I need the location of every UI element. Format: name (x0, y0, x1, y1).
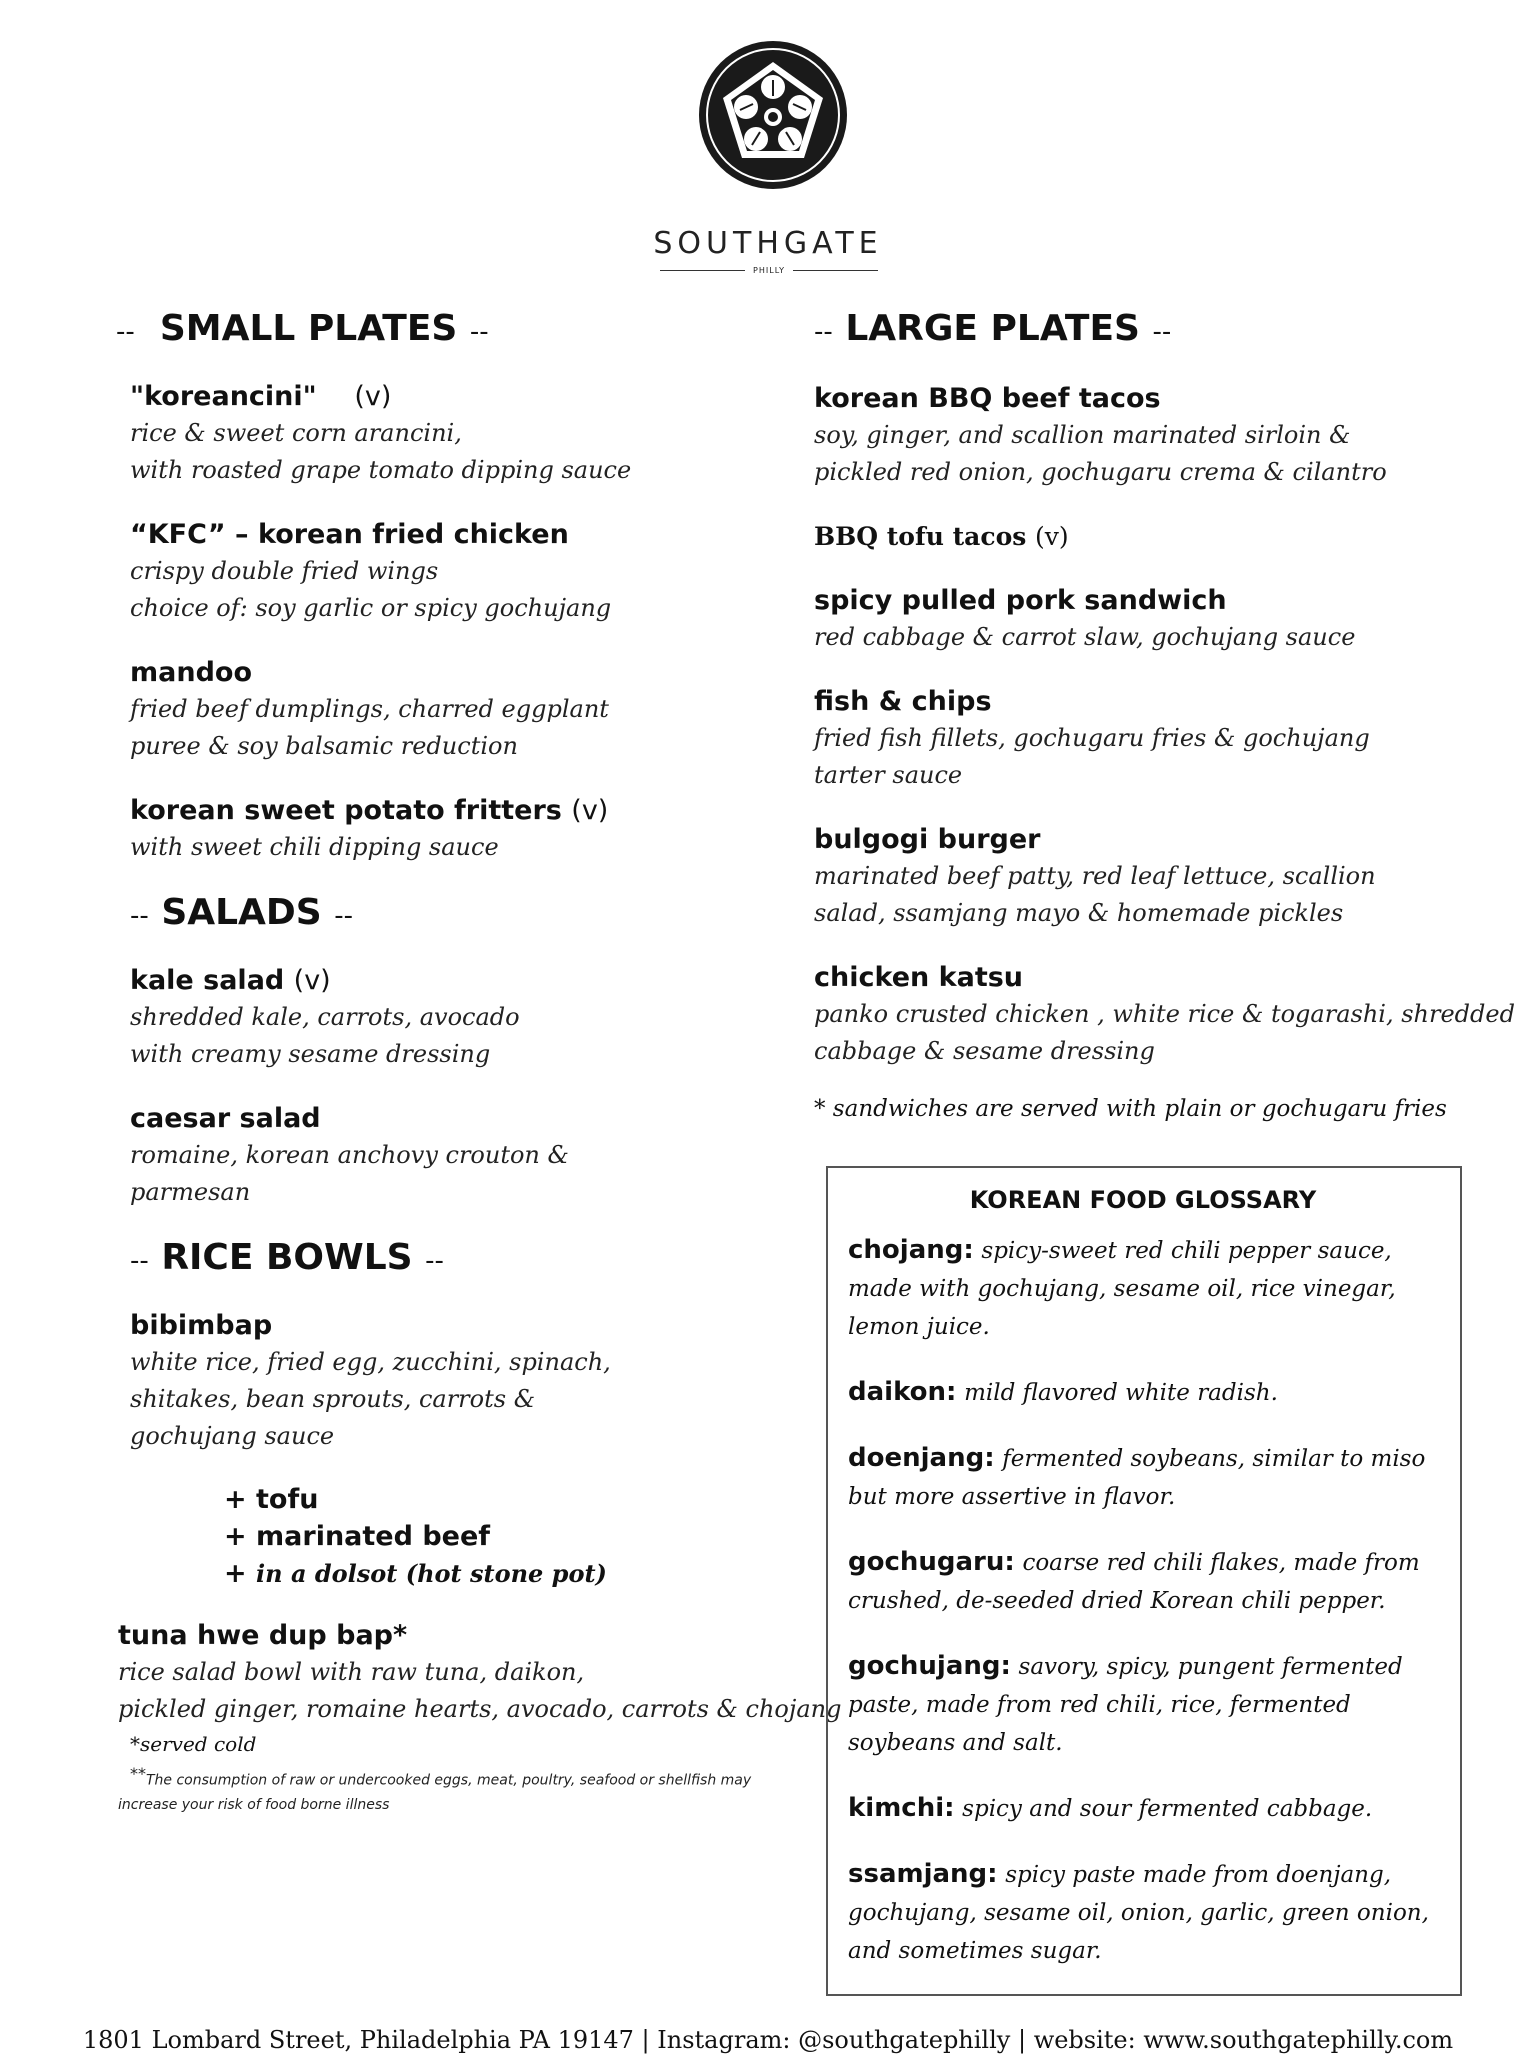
glossary-def: fermented soybeans, similar to miso but more assertive in flavor. (848, 1446, 1426, 1510)
glossary-def: spicy paste made from doenjang, gochujang, sesame oil, onion, garlic, green onion, and sometimes sugar. (848, 1862, 1429, 1964)
item-desc: shitakes, bean sprouts, carrots & (130, 1385, 536, 1413)
item-desc: with creamy sesame dressing (130, 1040, 491, 1068)
item-name: "koreancini" (130, 381, 317, 412)
item-name: chicken katsu (814, 962, 1024, 993)
item-name: bibimbap (130, 1310, 273, 1341)
item-desc: gochujang sauce (130, 1422, 335, 1450)
item-desc: puree & soy balsamic reduction (130, 732, 518, 760)
item-name: tuna hwe dup bap* (118, 1620, 408, 1651)
menu-item (814, 381, 1494, 491)
item-desc: cabbage & sesame dressing (814, 1037, 1155, 1065)
brand-city (660, 266, 878, 275)
glossary-entry (848, 1440, 1438, 1516)
item-desc: rice & sweet corn arancini, (130, 419, 462, 447)
item-desc: pickled ginger, romaine hearts, avocado, carrots & chojang (118, 1695, 842, 1723)
glossary-def: mild flavored white radish. (964, 1380, 1278, 1406)
item-desc: white rice, fried egg, zucchini, spinach, (130, 1348, 611, 1376)
item-desc: parmesan (130, 1178, 251, 1206)
item-desc: with sweet chili dipping sauce (130, 833, 499, 861)
menu-item (814, 583, 1494, 656)
addon-item: + marinated beef (224, 1521, 491, 1552)
menu-item (118, 1618, 842, 1728)
item-desc: choice of: soy garlic or spicy gochujang (130, 594, 612, 622)
served-cold-note: *served cold (130, 1732, 257, 1756)
menu-item (130, 655, 818, 765)
glossary-term: doenjang: (848, 1443, 995, 1473)
glossary-term: ssamjang: (848, 1859, 998, 1889)
sandwich-note: * sandwiches are served with plain or gochugaru fries (814, 1096, 1447, 1122)
glossary-entry (848, 1648, 1438, 1762)
glossary-box (826, 1166, 1462, 1996)
glossary-entry (848, 1374, 1438, 1412)
brand-city-label: PHILLY (753, 266, 785, 275)
veg-mark: (v) (571, 795, 609, 826)
pentagon-flower-logo-icon (698, 40, 848, 190)
menu-item (814, 960, 1515, 1070)
menu-item (814, 684, 1494, 794)
item-name: korean sweet potato fritters (130, 795, 562, 826)
section-title-large-plates: -- LARGE PLATES -- (814, 308, 1172, 349)
health-disclaimer-line2: increase your risk of food borne illness (118, 1796, 390, 1813)
item-desc: pickled red onion, gochugaru crema & cilantro (814, 458, 1387, 486)
glossary-term: gochujang: (848, 1651, 1011, 1681)
item-name: caesar salad (130, 1103, 321, 1134)
item-desc: shredded kale, carrots, avocado (130, 1003, 520, 1031)
glossary-entry (848, 1544, 1438, 1620)
glossary-def: spicy-sweet red chili pepper sauce, made with gochujang, sesame oil, rice vinegar, lemon juice. (848, 1238, 1396, 1340)
right-column (814, 308, 1515, 1122)
item-desc: fried beef dumplings, charred eggplant (130, 695, 609, 723)
left-column (116, 308, 842, 1817)
menu-item (130, 379, 818, 489)
item-name: spicy pulled pork sandwich (814, 585, 1227, 616)
divider (793, 270, 878, 271)
item-desc: marinated beef patty, red leaf lettuce, scallion (814, 862, 1376, 890)
section-title-salads: -- SALADS -- (130, 892, 354, 933)
addons-list (224, 1481, 818, 1592)
item-desc: crispy double fried wings (130, 557, 439, 585)
section-title-small-plates: -- SMALL PLATES -- (116, 308, 489, 349)
item-desc: soy, ginger, and scallion marinated sirloin & (814, 421, 1351, 449)
menu-item (130, 1101, 818, 1211)
veg-mark: (v) (293, 965, 331, 996)
item-name: mandoo (130, 657, 253, 688)
menu-item (130, 517, 818, 627)
glossary-term: daikon: (848, 1377, 957, 1407)
item-desc: tarter sauce (814, 761, 963, 789)
glossary-entry (848, 1790, 1438, 1828)
glossary-entry (848, 1856, 1438, 1970)
item-name: bulgogi burger (814, 824, 1041, 855)
glossary-term: chojang: (848, 1235, 974, 1265)
menu-item (130, 963, 818, 1073)
brand-name: SOUTHGATE (653, 226, 883, 261)
item-name: “KFC” – korean fried chicken (130, 519, 569, 550)
glossary-def: savory, spicy, pungent fermented paste, made from red chili, rice, fermented soybeans and salt. (848, 1654, 1403, 1756)
addon-item: + tofu (224, 1484, 319, 1515)
item-name: BBQ tofu tacos (814, 522, 1027, 551)
menu-item (130, 793, 818, 866)
footer-contact: 1801 Lombard Street, Philadelphia PA 19147 | Instagram: @southgatephilly | website: www.southgatephilly.com (82, 2026, 1454, 2054)
menu-item (130, 1308, 818, 1455)
glossary-term: gochugaru: (848, 1547, 1015, 1577)
item-desc: romaine, korean anchovy crouton & (130, 1141, 569, 1169)
addon-item: + in a dolsot (hot stone pot) (224, 1558, 607, 1589)
glossary-term: kimchi: (848, 1793, 955, 1823)
divider (660, 270, 745, 271)
item-desc: rice salad bowl with raw tuna, daikon, (118, 1658, 585, 1686)
item-desc: salad, ssamjang mayo & homemade pickles (814, 899, 1344, 927)
glossary-def: coarse red chili flakes, made from crushed, de-seeded dried Korean chili pepper. (848, 1550, 1420, 1614)
health-disclaimer: **The consumption of raw or undercooked eggs, meat, poultry, seafood or shellfish may (130, 1764, 752, 1789)
veg-mark: (v) (1035, 522, 1069, 551)
item-desc: fried fish fillets, gochugaru fries & gochujang (814, 724, 1370, 752)
item-name: korean BBQ beef tacos (814, 383, 1161, 414)
veg-mark: (v) (354, 381, 392, 412)
section-title-rice-bowls: -- RICE BOWLS -- (130, 1237, 444, 1278)
menu-item (814, 519, 1494, 555)
item-name: fish & chips (814, 686, 992, 717)
glossary-def: spicy and sour fermented cabbage. (962, 1796, 1373, 1822)
item-desc: panko crusted chicken , white rice & togarashi, shredded (814, 1000, 1515, 1028)
item-desc: with roasted grape tomato dipping sauce (130, 456, 632, 484)
item-name: kale salad (130, 965, 285, 996)
item-desc: red cabbage & carrot slaw, gochujang sauce (814, 623, 1356, 651)
menu-item (814, 822, 1494, 932)
glossary-entry (848, 1232, 1438, 1346)
glossary-title: KOREAN FOOD GLOSSARY (969, 1186, 1317, 1214)
